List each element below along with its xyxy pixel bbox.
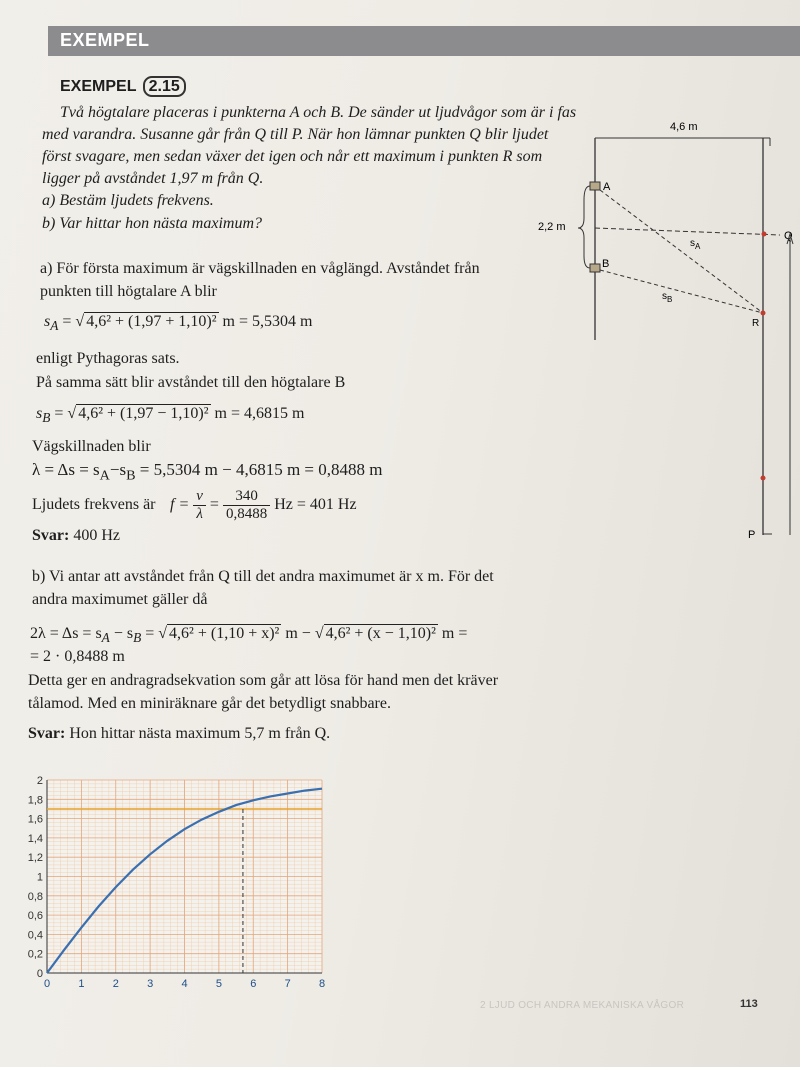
label-q: Q [784,230,793,242]
frequency-label: Ljudets frekvens är [32,496,156,513]
equation-sa: $s_A$ = √ 4,6² + (1,97 + 1,10)² m = 5,5304 m [44,313,313,334]
point-q-marker [762,232,767,237]
y-tick-label: 2 [36,775,43,787]
y-tick-label: 0,6 [27,910,43,923]
solution-b-line-1: b) Vi antar att avståndet från Q till det andra maximumet är x m. För det [32,568,494,585]
example-title [60,78,186,96]
label-b: B [602,258,610,270]
problem-line-2: med varandra. Susanne går från Q till P. När hon lämnar punkten Q blir ljudet [42,126,549,143]
equation-second-max: $2\lambda = \Delta s = s_A - s_B$ = √ 4,6² + (1,10 + x)² m − √ 4,6² + (x − 1,10)² m = [30,625,468,646]
x-tick-label: 2 [112,978,119,990]
y-tick-label: 0,2 [27,948,43,961]
height-label: 2,2 m [538,221,566,233]
pythagoras-text: enligt Pythagoras sats. [36,350,180,367]
problem-line-4: ligger på avståndet 1,97 m från Q. [42,170,264,187]
y-tick-label: 1,2 [27,852,43,865]
solution-a-line-2: punkten till högtalare A blir [40,283,217,300]
same-way-text: På samma sätt blir avståndet till den högtalare B [36,374,346,391]
path-sa [600,190,763,313]
x-tick-label: 4 [181,978,188,990]
label-sa: $s_A$ [690,238,701,251]
page-number: 113 [740,998,758,1010]
equation-second-max-line-2: = 2 · 0,8488 m [30,648,125,665]
footer-chapter: 2 LJUD OCH ANDRA MEKANISKA VÅGOR [480,1000,685,1011]
speaker-b [590,264,600,272]
speaker-a [590,182,600,190]
solution-b-line-2: andra maximumet gäller då [32,591,208,608]
x-tick-label: 3 [147,978,154,990]
example-title-text: EXEMPEL [60,78,137,95]
answer-b: Svar: Hon hittar nästa maximum 5,7 m från Q. [28,725,331,742]
x-tick-label: 5 [215,978,222,990]
label-p: P [748,529,756,541]
x-tick-label: 0 [43,978,51,990]
y-tick-label: 1 [36,871,43,884]
y-tick-label: 1,6 [27,813,43,826]
x-tick-label: 1 [78,978,85,990]
width-label: 4,6 m [670,121,698,133]
y-tick-label: 1,4 [27,832,43,845]
problem-question-a: a) Bestäm ljudets frekvens. [42,192,214,209]
equation-sb: $s_B$ = √ 4,6² + (1,97 − 1,10)² m = 4,6815 m [36,405,305,426]
band-label: EXEMPEL [60,30,150,50]
answer-a: Svar: 400 Hz [32,527,120,544]
y-tick-label: 0,4 [27,929,43,942]
label-a: A [603,181,611,193]
y-tick-label: 0 [36,968,43,980]
point-r-marker [761,311,766,316]
equation-path-diff: $\lambda = \Delta s = s_A-s_B = 5,5304$ m − 4,6815 m = 0,8488 m [32,460,383,484]
x-tick-label: 7 [284,978,291,990]
problem-line-1: Två högtalare placeras i punkterna A och B. De sänder ut ljudvågor som är i fas [60,104,577,121]
x-tick-label: 8 [318,978,326,990]
problem-question-b: b) Var hittar hon nästa maximum? [42,215,262,232]
y-tick-label: 1,8 [27,794,43,807]
path-diff-label: Vägskillnaden blir [32,438,151,455]
second-max-marker [761,476,766,481]
solution-b-text-1: Detta ger en andragradsekvation som går att lösa för hand men det kräver [28,672,499,689]
example-number: 2.15 [143,76,186,97]
solution-a-line-1: a) För första maximum är vägskillnaden en våglängd. Avståndet från [40,260,480,277]
solution-b-text-2: tålamod. Med en miniräknare går det betydligt snabbare. [28,695,391,712]
equation-frequency: f = $\frac{v}{\lambda}$ = $\frac{340}{0,8488}$ Hz = 401 Hz [170,488,357,522]
label-r: R [752,318,760,329]
distance-difference-chart [20,770,340,1000]
center-line [595,228,780,235]
section-band [48,26,800,56]
problem-line-3: först svagare, men sedan växer det igen och når ett maximum i punkten R som [42,148,543,165]
geometry-diagram [520,110,800,550]
path-sb [600,270,763,313]
label-sb: $s_B$ [662,291,673,304]
x-tick-label: 6 [250,978,257,990]
height-bracket [578,186,590,268]
y-tick-label: 0,8 [27,890,43,903]
